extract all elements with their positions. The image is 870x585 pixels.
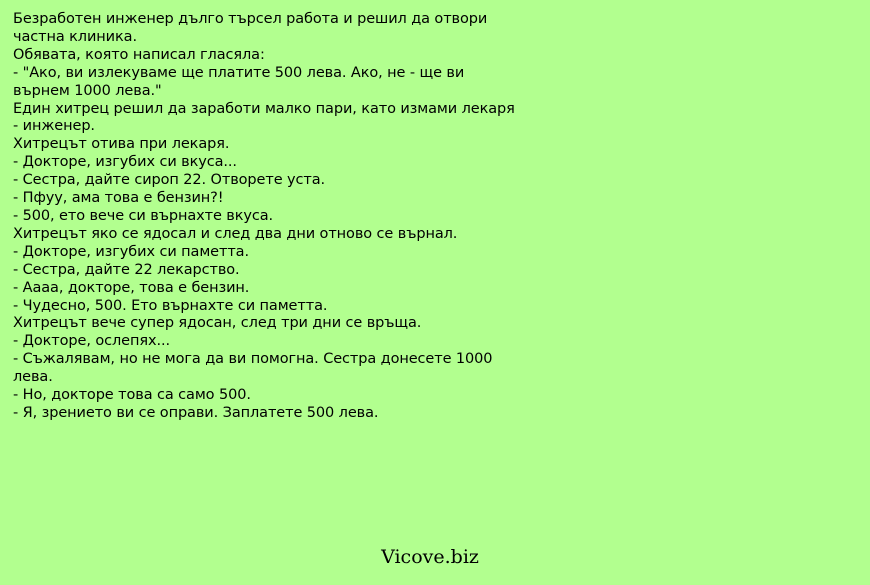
joke-line: Хитрецът вече супер ядосан, след три дни се връща. (13, 315, 422, 332)
joke-line: Един хитрец решил да заработи малко пари, като измами лекаря (13, 100, 515, 117)
joke-line: - Аааа, докторе, това е бензин. (13, 279, 250, 296)
joke-line: - Докторе, изгубих си вкуса... (13, 154, 237, 171)
joke-line: - инженер. (13, 118, 95, 135)
joke-line: - Съжалявам, но не мога да ви помогна. Сестра донесете 1000 (13, 351, 493, 368)
joke-line: - Но, докторе това са само 500. (13, 387, 251, 404)
joke-line: върнем 1000 лева." (13, 82, 162, 99)
joke-line: - 500, ето вече си върнахте вкуса. (13, 207, 274, 224)
joke-line: - Я, зрението ви се оправи. Заплатете 500 лева. (13, 404, 379, 421)
joke-line: - "Ако, ви излекуваме ще платите 500 лева. Ако, не - ще ви (13, 64, 465, 81)
joke-line: - Докторе, изгубих си паметта. (13, 243, 249, 260)
site-watermark: Vicove.biz (381, 546, 479, 568)
joke-line: Обявата, която написал гласяла: (13, 46, 265, 63)
joke-line: Хитрецът яко се ядосал и след два дни отново се върнал. (13, 225, 458, 242)
joke-line: лева. (13, 369, 53, 386)
joke-line: Хитрецът отива при лекаря. (13, 136, 230, 153)
joke-text (13, 11, 573, 423)
joke-line: - Пфуу, ама това е бензин?! (13, 190, 224, 207)
joke-line: - Сестра, дайте сироп 22. Отворете уста. (13, 172, 326, 189)
joke-line: - Докторе, ослепях... (13, 333, 171, 350)
joke-line: - Чудесно, 500. Ето върнахте си паметта. (13, 297, 328, 314)
joke-line: частна клиника. (13, 28, 137, 45)
joke-line: Безработен инженер дълго търсел работа и решил да отвори (13, 11, 488, 27)
joke-line: - Сестра, дайте 22 лекарство. (13, 261, 240, 278)
